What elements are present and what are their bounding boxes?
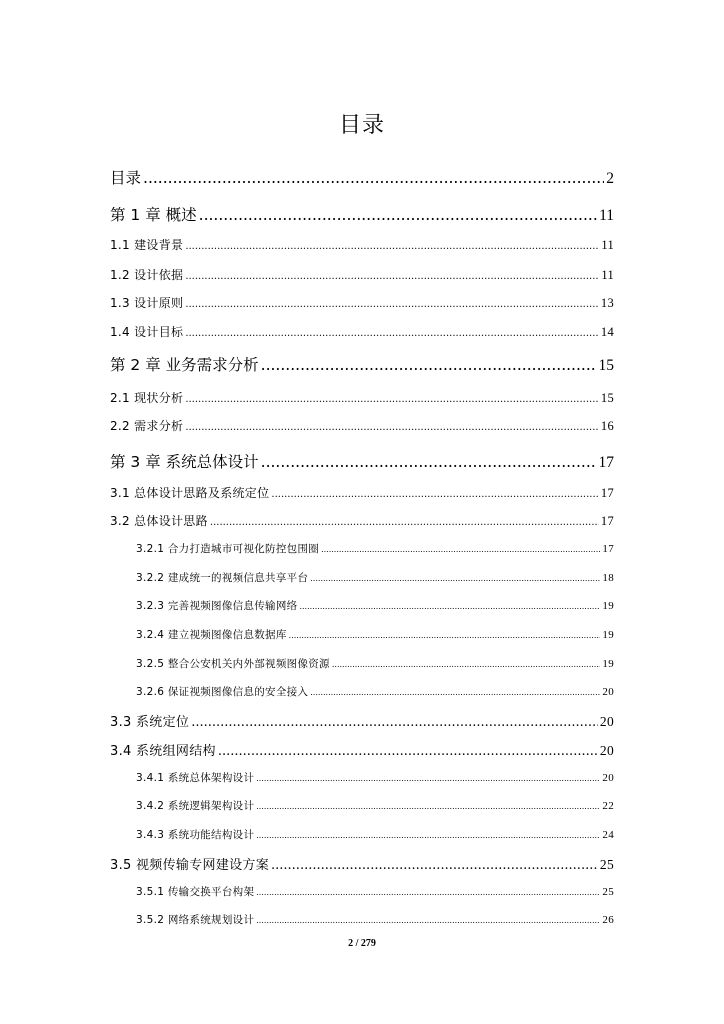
toc-page-number: 17	[600, 514, 614, 528]
toc-page-number: 20	[599, 743, 614, 758]
dot-leader	[191, 715, 598, 730]
dot-leader	[310, 574, 600, 583]
dot-leader	[185, 422, 599, 433]
toc-entry[interactable]	[110, 166, 614, 188]
toc-label: 3.2.6 保证视频图像信息的安全接入	[136, 686, 309, 698]
toc-entry[interactable]	[110, 512, 614, 529]
toc-label: 第 2 章 业务需求分析	[110, 356, 259, 374]
toc-label: 3.2 总体设计思路	[110, 514, 208, 528]
toc-label: 3.4.3 系统功能结构设计	[136, 829, 255, 841]
dot-leader	[218, 744, 598, 759]
toc-page-number: 15	[598, 357, 614, 374]
toc-label: 2.2 需求分析	[110, 419, 184, 433]
toc-entry[interactable]	[110, 740, 614, 759]
toc-label: 3.5.1 传输交换平台构架	[136, 886, 255, 898]
toc-entry[interactable]	[136, 884, 614, 899]
page-title: 目录	[338, 113, 385, 138]
dot-leader	[185, 299, 599, 310]
dot-leader	[256, 916, 600, 925]
toc-page-number: 17	[598, 454, 614, 471]
toc-page-number: 14	[600, 325, 614, 339]
toc-page-number: 17	[600, 486, 614, 500]
toc-label: 3.2.1 合力打造城市可视化防控包围圈	[136, 543, 320, 555]
toc-page-number: 11	[601, 238, 614, 252]
dot-leader	[256, 802, 600, 811]
toc-entry[interactable]	[110, 203, 614, 225]
toc-entry[interactable]	[110, 266, 614, 283]
toc-entry[interactable]	[110, 323, 614, 340]
toc-page-number: 16	[600, 419, 614, 433]
toc-page-number: 20	[599, 714, 614, 729]
toc-entry[interactable]	[136, 684, 614, 699]
toc-entry[interactable]	[136, 627, 614, 642]
dot-leader	[256, 774, 600, 783]
dot-leader	[261, 356, 597, 374]
toc-page-number: 24	[602, 829, 614, 841]
toc-label: 3.4 系统组网结构	[110, 744, 216, 759]
toc-label: 3.5.2 网络系统规划设计	[136, 914, 255, 926]
toc-page-number: 13	[600, 296, 614, 310]
toc-label: 3.2.3 完善视频图像信息传输网络	[136, 600, 298, 612]
toc-label: 3.4.1 系统总体架构设计	[136, 772, 255, 784]
toc-entry[interactable]	[110, 711, 614, 730]
toc-entry[interactable]	[110, 353, 614, 375]
toc-page-number: 17	[602, 543, 614, 555]
toc-page-number: 11	[599, 207, 614, 224]
toc-entry[interactable]	[136, 570, 614, 585]
toc-page-number: 19	[602, 629, 614, 641]
toc-label: 2.1 现状分析	[110, 391, 184, 405]
toc-page-number: 22	[602, 800, 614, 812]
dot-leader	[310, 688, 600, 697]
dot-leader	[185, 328, 599, 339]
toc-page-number: 15	[600, 391, 614, 405]
toc-entry[interactable]	[110, 417, 614, 434]
toc-entry[interactable]	[110, 294, 614, 311]
dot-leader	[299, 602, 600, 611]
toc-label: 1.1 建设背景	[110, 238, 184, 252]
toc-label: 3.2.4 建立视频图像信息数据库	[136, 629, 287, 641]
dot-leader	[289, 631, 601, 640]
toc-entry[interactable]	[136, 770, 614, 785]
toc-label: 3.2.5 整合公安机关内外部视频图像资源	[136, 658, 330, 670]
toc-page-number: 26	[602, 914, 614, 926]
dot-leader	[321, 545, 600, 554]
toc-entry[interactable]	[110, 236, 614, 253]
toc-page-number: 19	[602, 658, 614, 670]
toc-entry[interactable]	[136, 798, 614, 813]
dot-leader	[256, 888, 600, 897]
toc-entry[interactable]	[110, 854, 614, 873]
toc-entry[interactable]	[136, 598, 614, 613]
dot-leader	[256, 831, 600, 840]
toc-page-number: 18	[602, 572, 614, 584]
toc-page-number: 25	[602, 886, 614, 898]
toc-page-number: 19	[602, 600, 614, 612]
toc-label: 目录	[110, 169, 142, 187]
dot-leader	[185, 271, 599, 282]
toc-label: 3.5 视频传输专网建设方案	[110, 858, 270, 873]
toc-label: 3.4.2 系统逻辑架构设计	[136, 800, 255, 812]
page-footer-number: 2 / 279	[348, 938, 376, 949]
toc-label: 3.3 系统定位	[110, 715, 190, 730]
toc-page-number: 20	[602, 686, 614, 698]
toc-page-number: 25	[599, 857, 614, 872]
dot-leader	[271, 858, 598, 873]
dot-leader	[199, 206, 597, 224]
toc-page-number: 2	[606, 170, 614, 187]
toc-page-number: 20	[602, 772, 614, 784]
dot-leader	[271, 489, 598, 500]
toc-entry[interactable]	[136, 912, 614, 927]
dot-leader	[210, 517, 599, 528]
toc-label: 第 1 章 概述	[110, 206, 197, 224]
toc-label: 1.3 设计原则	[110, 296, 184, 310]
dot-leader	[332, 660, 601, 669]
toc-entry[interactable]	[110, 450, 614, 472]
toc-entry[interactable]	[136, 656, 614, 671]
toc-label: 3.2.2 建成统一的视频信息共享平台	[136, 572, 309, 584]
dot-leader	[185, 394, 599, 405]
toc-entry[interactable]	[136, 541, 614, 556]
toc-entry[interactable]	[136, 827, 614, 842]
toc-label: 1.4 设计目标	[110, 325, 184, 339]
toc-entry[interactable]	[110, 484, 614, 501]
dot-leader	[261, 453, 597, 471]
toc-label: 第 3 章 系统总体设计	[110, 453, 259, 471]
toc-entry[interactable]	[110, 389, 614, 406]
toc-label: 1.2 设计依据	[110, 268, 184, 282]
toc-page-number: 11	[601, 268, 614, 282]
toc-label: 3.1 总体设计思路及系统定位	[110, 486, 270, 500]
dot-leader	[143, 169, 604, 187]
dot-leader	[185, 241, 599, 252]
